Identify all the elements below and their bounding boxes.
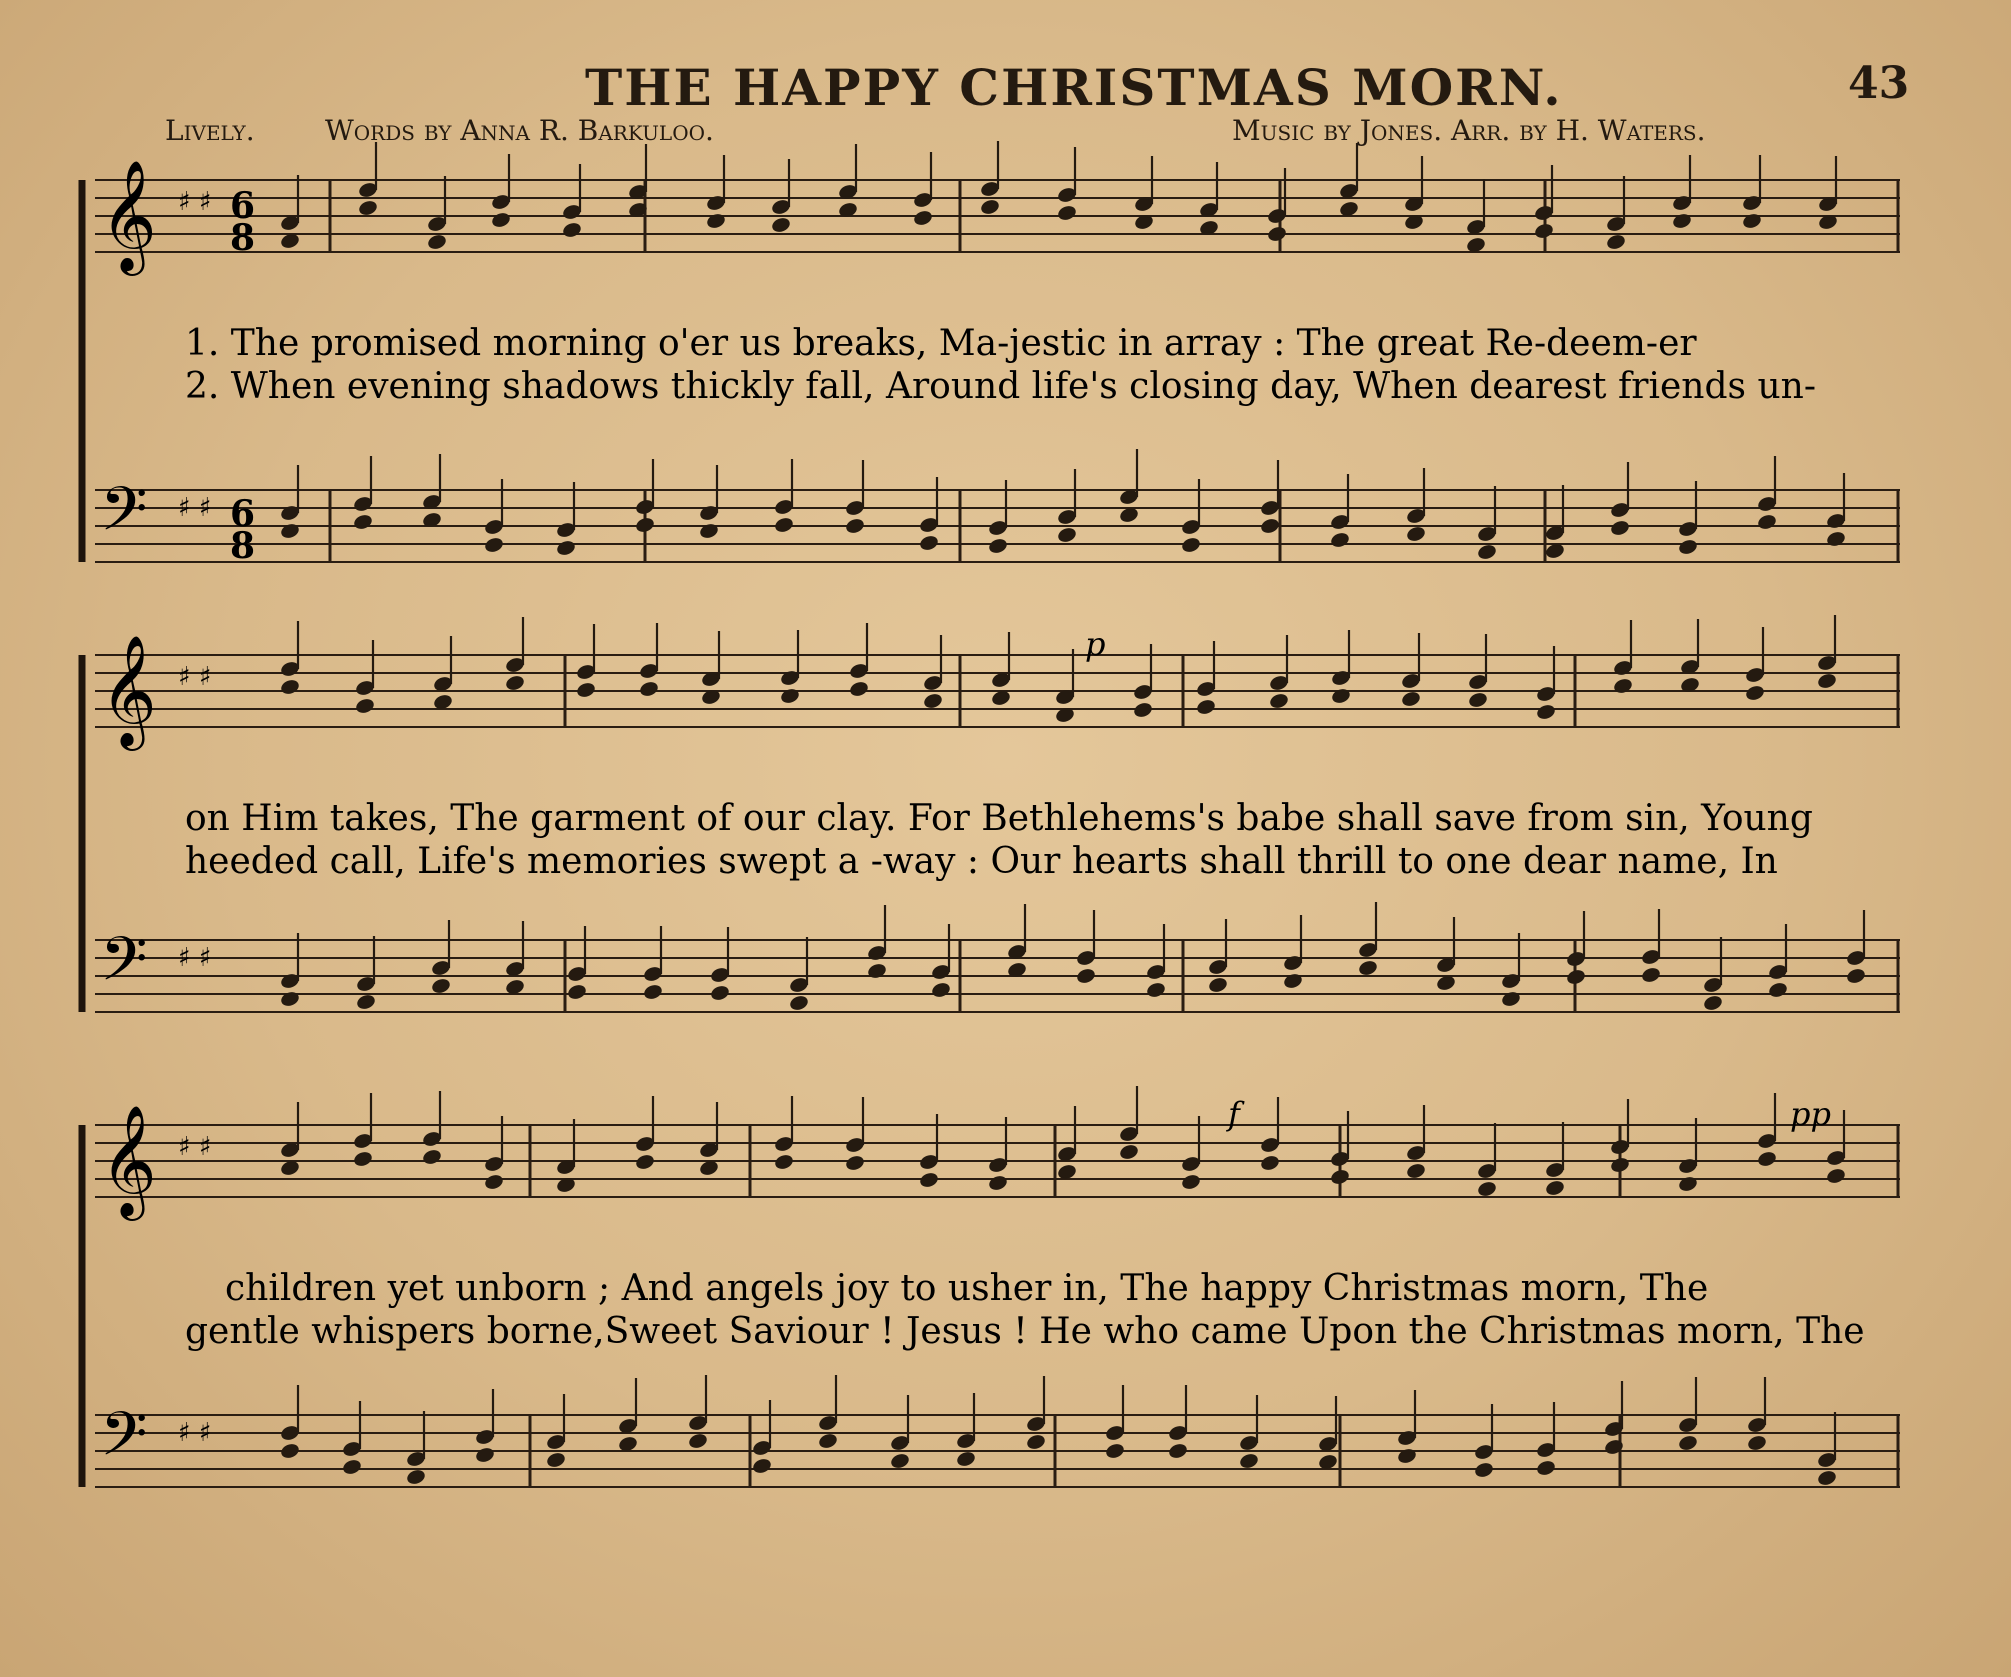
lyric-line-verse2: 2. When evening shadows thickly fall, Around life's closing day, When dearest friends un- xyxy=(185,366,1816,407)
lyric-line-verse1: children yet unborn ; And angels joy to usher in, The happy Christmas morn, The xyxy=(225,1268,1709,1309)
note-head xyxy=(1259,1097,1280,1172)
note-head xyxy=(279,933,300,1008)
note-head xyxy=(918,477,939,552)
dynamic-pianissimo: pp xyxy=(1790,1095,1831,1133)
note-head xyxy=(1133,156,1154,231)
note-head xyxy=(698,1102,719,1177)
note-head xyxy=(474,1389,495,1464)
note-head xyxy=(1403,156,1424,231)
note-head xyxy=(1612,620,1633,695)
dynamic-piano: p xyxy=(1085,625,1106,663)
note-head xyxy=(1640,909,1661,984)
note-head xyxy=(1744,627,1765,702)
key-signature-sharps-icon: ♯ ♯ xyxy=(178,493,212,523)
note-head xyxy=(279,621,300,696)
note-head xyxy=(545,1394,566,1469)
key-signature-sharps-icon: ♯ ♯ xyxy=(178,1132,212,1162)
note-head xyxy=(779,630,800,705)
note-head xyxy=(773,459,794,534)
note-head xyxy=(987,480,1008,555)
note-head xyxy=(700,631,721,706)
note-head xyxy=(1180,1116,1201,1191)
note-group-bass xyxy=(279,1375,1837,1487)
note-head xyxy=(687,1375,708,1450)
note-head xyxy=(279,175,300,250)
note-head xyxy=(1195,641,1216,716)
bass-clef-icon: 𝄢 xyxy=(100,474,148,560)
note-head xyxy=(1435,917,1456,992)
note-head xyxy=(1056,469,1077,544)
note-head xyxy=(1118,449,1139,524)
note-head xyxy=(1207,919,1228,994)
note-head xyxy=(421,454,442,529)
note-head xyxy=(1845,910,1866,985)
note-head xyxy=(1104,1385,1125,1460)
note-head xyxy=(1396,1390,1417,1465)
time-sig-top: 6 xyxy=(230,493,256,535)
note-head xyxy=(1544,1122,1565,1197)
note-head xyxy=(1679,619,1700,694)
note-head xyxy=(1329,474,1350,549)
time-sig-top: 6 xyxy=(230,185,256,227)
note-head xyxy=(405,1411,426,1486)
treble-clef-icon: 𝄞 xyxy=(100,159,157,271)
note-head xyxy=(844,460,865,535)
note-head xyxy=(1198,162,1219,237)
note-head xyxy=(990,632,1011,707)
note-head xyxy=(1259,460,1280,535)
note-head xyxy=(638,623,659,698)
note-head xyxy=(751,1400,772,1475)
note-head xyxy=(490,154,511,229)
note-head xyxy=(1817,156,1838,231)
words-credit: Words by Anna R. Barkuloo. xyxy=(325,114,714,147)
note-head xyxy=(770,159,791,234)
note-head xyxy=(1756,456,1777,531)
note-head xyxy=(848,623,869,698)
note-head xyxy=(1467,634,1488,709)
note-head xyxy=(837,144,858,219)
note-head xyxy=(955,1393,976,1468)
key-signature-sharps-icon: ♯ ♯ xyxy=(178,943,212,973)
note-head xyxy=(1282,915,1303,990)
music-system-1 xyxy=(0,150,2011,610)
lyric-line-verse2: gentle whispers borne,Sweet Saviour ! Jesus ! He who came Upon the Christmas morn, The xyxy=(185,1311,1865,1352)
treble-clef-icon: 𝄞 xyxy=(100,1104,157,1216)
note-head xyxy=(1500,933,1521,1008)
note-head xyxy=(1145,924,1166,999)
note-head xyxy=(1671,155,1692,230)
lyric-line-verse2: heeded call, Life's memories swept a -way : Our hearts shall thrill to one dear name, In xyxy=(185,841,1778,882)
music-system-3 xyxy=(0,1095,2011,1555)
note-head xyxy=(1400,633,1421,708)
note-head xyxy=(1605,176,1626,251)
note-head xyxy=(705,155,726,230)
note-head xyxy=(1609,462,1630,537)
note-head xyxy=(1118,1086,1139,1161)
note-head xyxy=(987,1117,1008,1192)
note-head xyxy=(426,176,447,251)
note-head xyxy=(1825,473,1846,548)
time-sig-bottom: 8 xyxy=(230,217,256,259)
key-signature-sharps-icon: ♯ ♯ xyxy=(178,187,212,217)
note-head xyxy=(575,624,596,699)
note-head xyxy=(354,640,375,715)
note-head xyxy=(1405,468,1426,543)
note-head xyxy=(1816,1412,1837,1487)
song-title: THE HAPPY CHRISTMAS MORN. xyxy=(585,58,1563,117)
note-head xyxy=(1677,1118,1698,1193)
bass-clef-icon: 𝄢 xyxy=(100,1399,148,1485)
note-head xyxy=(1535,646,1556,721)
note-head xyxy=(1603,1381,1624,1456)
note-head xyxy=(483,1116,504,1191)
note-head xyxy=(1741,155,1762,230)
treble-clef-icon: 𝄞 xyxy=(100,634,157,746)
note-head xyxy=(555,482,576,557)
note-head xyxy=(352,456,373,531)
note-head xyxy=(930,924,951,999)
note-head xyxy=(979,141,1000,216)
dynamic-forte: f xyxy=(1228,1095,1240,1133)
note-head xyxy=(627,144,648,219)
note-head xyxy=(1544,485,1565,560)
note-head xyxy=(279,1102,300,1177)
note-head xyxy=(352,1093,373,1168)
time-sig-bottom: 8 xyxy=(230,525,256,567)
note-head xyxy=(1702,937,1723,1012)
key-signature-sharps-icon: ♯ ♯ xyxy=(178,662,212,692)
note-head xyxy=(709,927,730,1002)
note-head xyxy=(421,1091,442,1166)
note-head xyxy=(844,1097,865,1172)
note-head xyxy=(1056,147,1077,222)
key-signature-sharps-icon: ♯ ♯ xyxy=(178,1418,212,1448)
note-head xyxy=(866,905,887,980)
note-head xyxy=(1767,924,1788,999)
tempo-marking: Lively. xyxy=(165,114,255,147)
note-head xyxy=(555,1119,576,1194)
note-head xyxy=(1677,481,1698,556)
music-credit: Music by Jones. Arr. by H. Waters. xyxy=(1232,114,1706,147)
note-head xyxy=(279,465,300,540)
lyric-line-verse1: 1. The promised morning o'er us breaks, Ma-jestic in array : The great Re-deem-er xyxy=(185,323,1697,364)
note-head xyxy=(1756,1093,1777,1168)
note-head xyxy=(1075,910,1096,985)
note-head xyxy=(279,1385,300,1460)
note-head xyxy=(1330,630,1351,705)
note-head xyxy=(817,1375,838,1450)
bass-clef-icon: 𝄢 xyxy=(100,924,148,1010)
note-head xyxy=(1167,1385,1188,1460)
note-head xyxy=(1006,904,1027,979)
note-head xyxy=(566,926,587,1001)
note-head xyxy=(788,937,809,1012)
note-head xyxy=(1535,1402,1556,1477)
note-group-treble xyxy=(279,615,1837,724)
note-head xyxy=(341,1401,362,1476)
note-head xyxy=(912,152,933,227)
note-head xyxy=(773,1096,794,1171)
note-head xyxy=(698,465,719,540)
bass-staff xyxy=(95,1415,1900,1487)
note-head xyxy=(561,164,582,239)
note-head xyxy=(1816,615,1837,690)
note-head xyxy=(355,936,376,1011)
lyric-line-verse1: on Him takes, The garment of our clay. For Bethlehems's babe shall save from sin, Young xyxy=(185,798,1813,839)
note-head xyxy=(634,1096,655,1171)
note-head xyxy=(1025,1376,1046,1451)
note-head xyxy=(1476,486,1497,561)
note-head xyxy=(642,926,663,1001)
page-number: 43 xyxy=(1848,58,1910,109)
note-head xyxy=(1054,649,1075,724)
music-system-2 xyxy=(0,625,2011,1085)
